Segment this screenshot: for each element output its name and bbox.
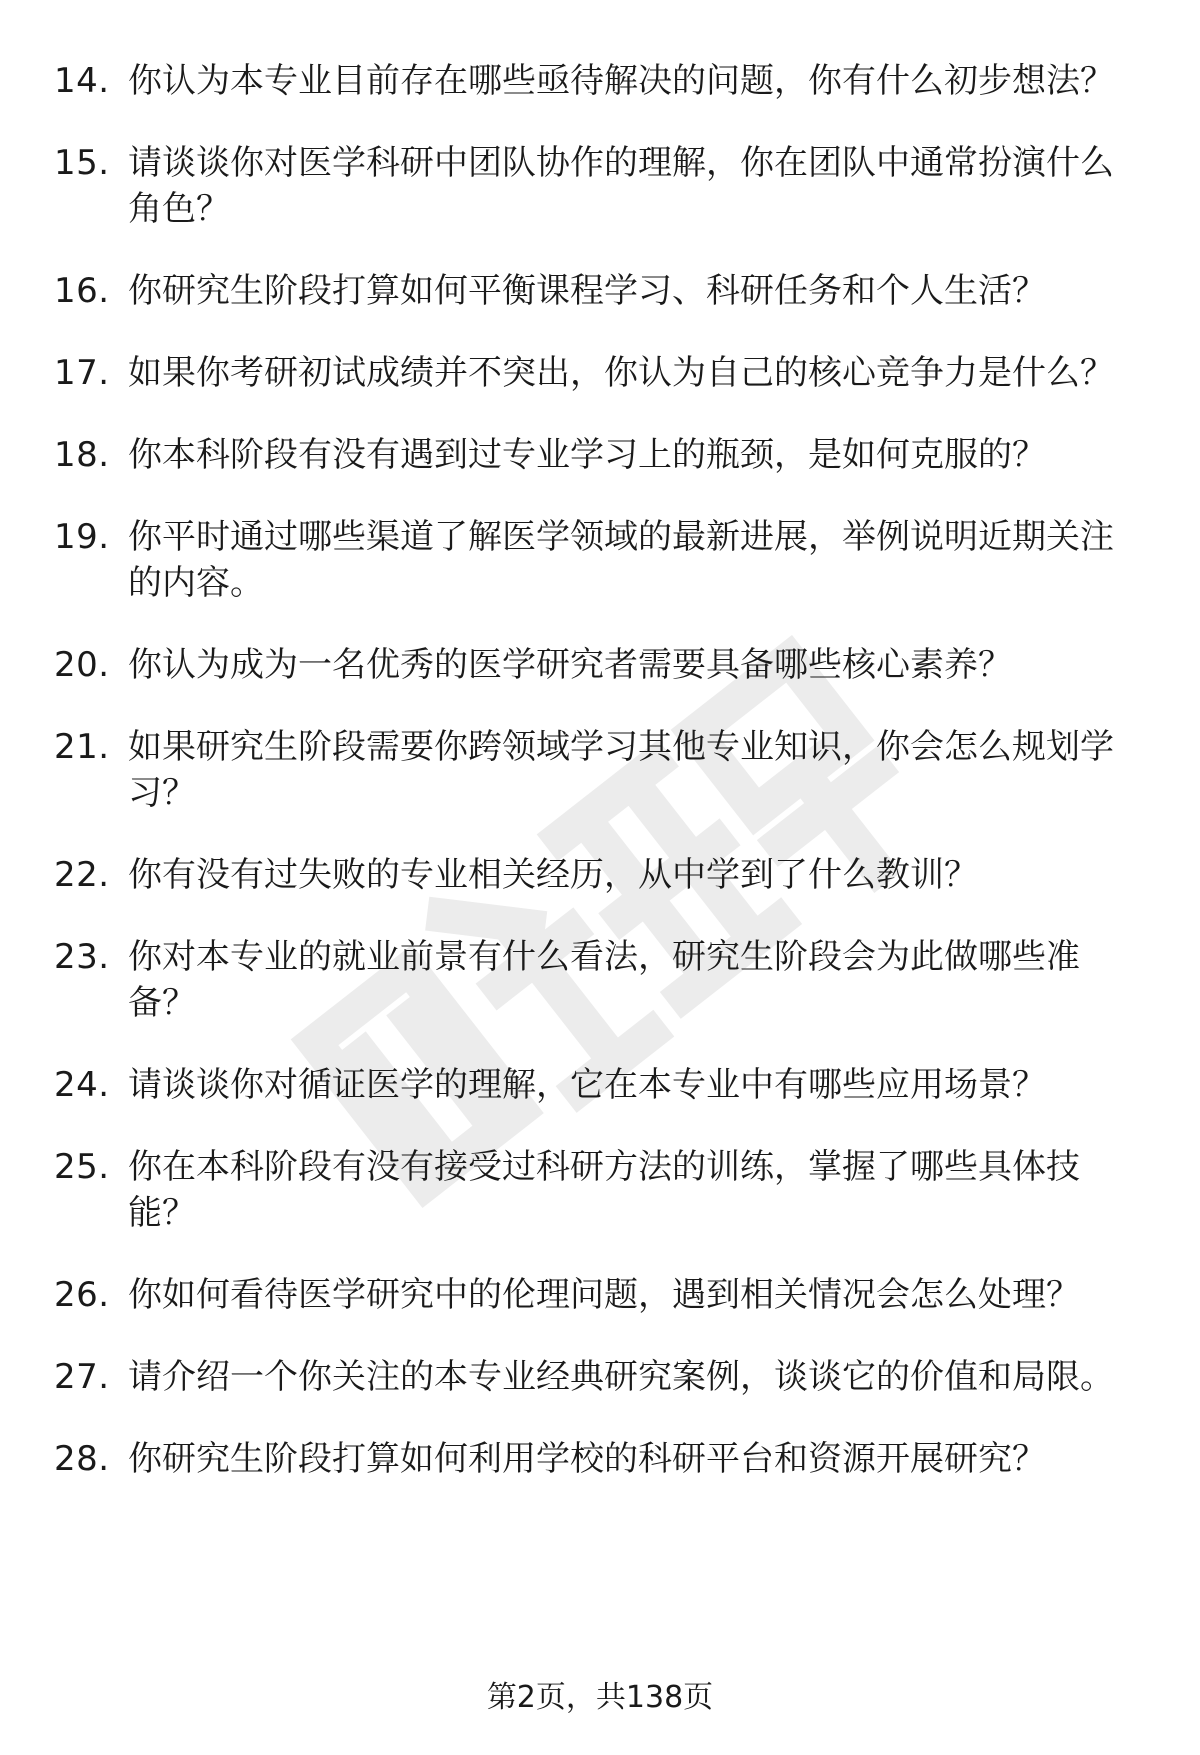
question-text: 你在本科阶段有没有接受过科研方法的训练，掌握了哪些具体技能？ <box>128 1147 1080 1233</box>
question-item <box>0 1062 1200 1108</box>
question-item <box>0 350 1200 396</box>
question-item <box>0 934 1200 1026</box>
question-text: 你本科阶段有没有遇到过专业学习上的瓶颈，是如何克服的？ <box>128 435 1046 475</box>
question-text: 如果你考研初试成绩并不突出，你认为自己的核心竞争力是什么？ <box>128 353 1114 393</box>
question-number: 19. <box>54 517 110 557</box>
question-number: 16. <box>54 271 110 311</box>
question-item <box>0 1354 1200 1400</box>
question-text: 你对本专业的就业前景有什么看法，研究生阶段会为此做哪些准备？ <box>128 937 1080 1023</box>
question-item <box>0 642 1200 688</box>
question-text: 你如何看待医学研究中的伦理问题，遇到相关情况会怎么处理？ <box>128 1275 1080 1315</box>
question-number: 17. <box>54 353 110 393</box>
question-item <box>0 432 1200 478</box>
question-number: 18. <box>54 435 110 475</box>
question-text: 你研究生阶段打算如何平衡课程学习、科研任务和个人生活？ <box>128 271 1046 311</box>
question-text: 你有没有过失败的专业相关经历，从中学到了什么教训？ <box>128 855 978 895</box>
question-text: 请介绍一个你关注的本专业经典研究案例，谈谈它的价值和局限。 <box>128 1357 1114 1397</box>
question-item <box>0 724 1200 816</box>
question-text: 请谈谈你对医学科研中团队协作的理解，你在团队中通常扮演什么角色？ <box>128 143 1114 229</box>
question-number: 27. <box>54 1357 110 1397</box>
question-number: 20. <box>54 645 110 685</box>
question-number: 14. <box>54 61 110 101</box>
question-text: 如果研究生阶段需要你跨领域学习其他专业知识，你会怎么规划学习？ <box>128 727 1114 813</box>
question-number: 25. <box>54 1147 110 1187</box>
question-number: 24. <box>54 1065 110 1105</box>
question-number: 26. <box>54 1275 110 1315</box>
question-item <box>0 1144 1200 1236</box>
question-text: 你认为成为一名优秀的医学研究者需要具备哪些核心素养？ <box>128 645 1012 685</box>
question-item <box>0 268 1200 314</box>
question-number: 23. <box>54 937 110 977</box>
question-item <box>0 140 1200 232</box>
question-number: 21. <box>54 727 110 767</box>
question-text: 你研究生阶段打算如何利用学校的科研平台和资源开展研究？ <box>128 1439 1046 1479</box>
question-number: 22. <box>54 855 110 895</box>
question-text: 你认为本专业目前存在哪些亟待解决的问题，你有什么初步想法？ <box>128 61 1114 101</box>
question-list <box>0 58 1200 1518</box>
page-number: 第2页，共138页 <box>486 1680 714 1715</box>
question-item <box>0 852 1200 898</box>
question-number: 28. <box>54 1439 110 1479</box>
question-item <box>0 1272 1200 1318</box>
question-number: 15. <box>54 143 110 183</box>
question-item <box>0 514 1200 606</box>
question-item <box>0 1436 1200 1482</box>
question-item <box>0 58 1200 104</box>
question-text: 请谈谈你对循证医学的理解，它在本专业中有哪些应用场景？ <box>128 1065 1046 1105</box>
question-text: 你平时通过哪些渠道了解医学领域的最新进展，举例说明近期关注的内容。 <box>128 517 1114 603</box>
